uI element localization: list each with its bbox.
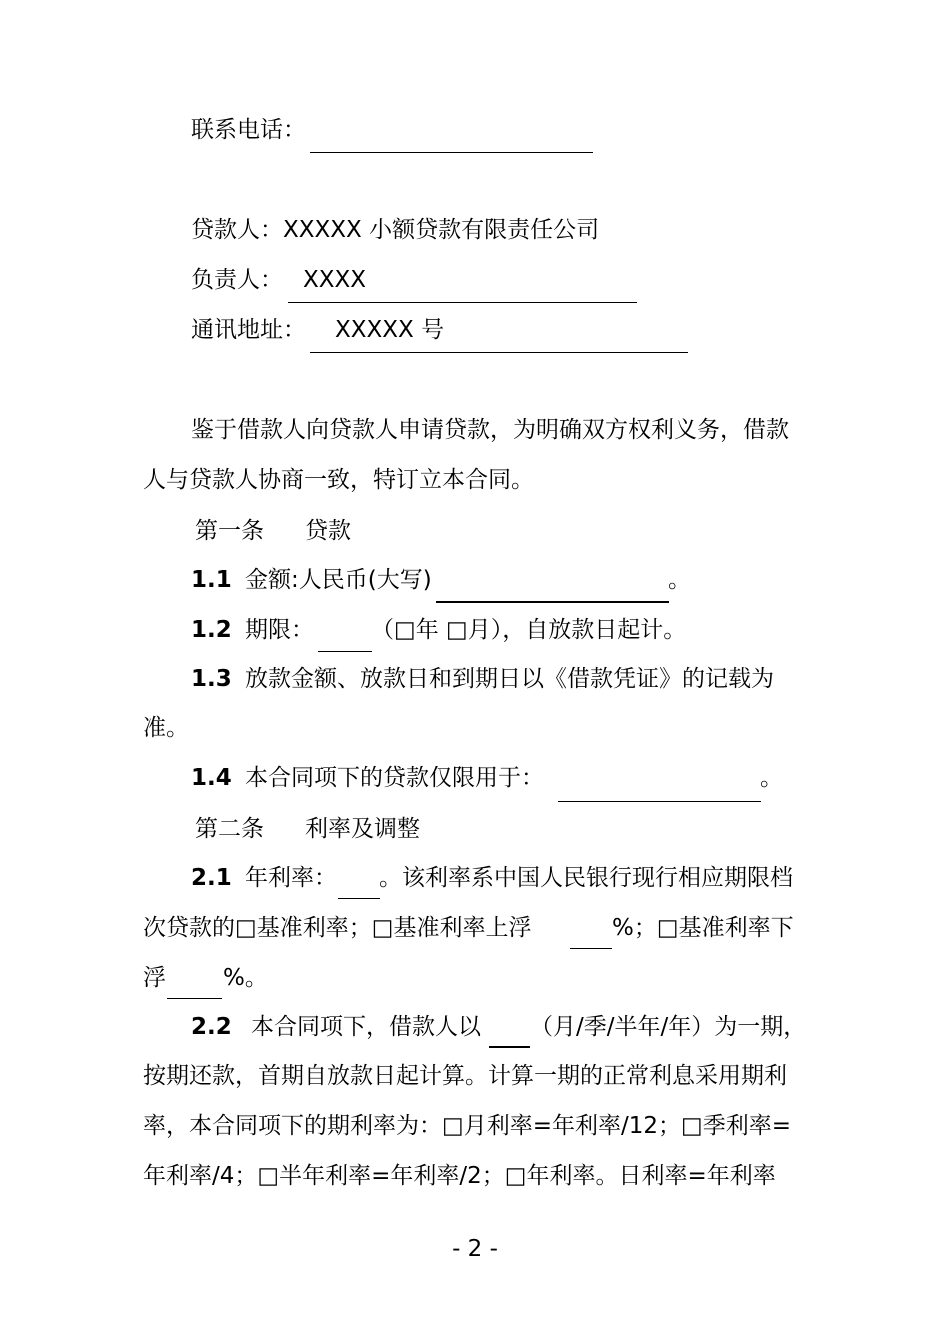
clause-2-2-text-a: 本合同项下，借款人以 (251, 1014, 481, 1040)
clause-2-2-number: 2.2 (191, 1014, 232, 1040)
clause-2-2-period-blank (489, 1046, 530, 1048)
clause-2-2-text-b: （月/季/半年/年）为一期， (530, 1014, 807, 1040)
clause-2-1-float-down-blank (167, 998, 222, 999)
clause-2-2-text-3: 率，本合同项下的期利率为：□月利率=年利率/12；□季利率= (143, 1113, 792, 1139)
clause-2-2-text-2: 按期还款，首期自放款日起计算。计算一期的正常利息采用期利 (143, 1063, 787, 1089)
clause-1-2-number: 1.2 (191, 617, 232, 643)
clause-1-3-number: 1.3 (191, 666, 232, 692)
article-1-title: 贷款 (305, 518, 351, 544)
article-2-title: 利率及调整 (305, 816, 420, 842)
lender-name: 贷款人：XXXXX 小额贷款有限责任公司 (191, 217, 600, 243)
clause-2-1-text-3a: 浮 (143, 965, 166, 991)
preamble-text-2: 人与贷款人协商一致，特订立本合同。 (143, 467, 534, 493)
lender-person-label: 负责人： (191, 267, 283, 293)
article-1-number: 第一条 (195, 518, 264, 544)
lender-address-label: 通讯地址： (191, 317, 306, 343)
clause-2-1-rest: 。该利率系中国人民银行现行相应期限档 (379, 865, 793, 891)
clause-1-1-end: 。 (668, 567, 691, 593)
clause-2-1-label: 年利率： (245, 865, 337, 891)
page-number: - 2 - (452, 1236, 498, 1262)
clause-2-1-text-2a: 次贷款的□基准利率；□基准利率上浮 (143, 915, 532, 941)
lender-person-value: XXXX (303, 267, 367, 293)
clause-2-1-number: 2.1 (191, 865, 232, 891)
article-2-number: 第二条 (195, 816, 264, 842)
clause-1-1-number: 1.1 (191, 567, 232, 593)
clause-1-4-text: 本合同项下的贷款仅限用于： (245, 765, 544, 791)
clause-2-1-text-3b: %。 (223, 965, 268, 991)
clause-1-2-term-blank (318, 651, 372, 652)
clause-2-2-text-4: 年利率/4；□半年利率=年利率/2；□年利率。日利率=年利率 (143, 1163, 776, 1189)
clause-2-1-text-2b: %；□基准利率下 (612, 915, 794, 941)
clause-1-2-text: （□年 □月），自放款日起计。 (371, 617, 687, 643)
clause-1-1-amount-blank (436, 601, 669, 603)
lender-person-underline (288, 302, 637, 303)
clause-1-4-number: 1.4 (191, 765, 232, 791)
lender-address-underline (310, 352, 688, 353)
clause-2-1-float-up-blank (570, 948, 612, 949)
contact-phone-label: 联系电话： (191, 117, 306, 143)
clause-2-1-rate-blank (338, 898, 380, 899)
clause-1-1-text: 金额:人民币(大写) (245, 567, 432, 593)
lender-address-value: XXXXX 号 (335, 317, 445, 343)
clause-1-2-label: 期限： (245, 617, 314, 643)
clause-1-3-text-1: 放款金额、放款日和到期日以《借款凭证》的记载为 (245, 666, 774, 692)
clause-1-3-text-2: 准。 (143, 715, 189, 741)
clause-1-4-end: 。 (760, 765, 783, 791)
clause-1-4-purpose-blank (558, 801, 761, 802)
preamble-text-1: 鉴于借款人向贷款人申请贷款，为明确双方权利义务，借款 (191, 417, 789, 443)
contact-phone-blank (310, 152, 593, 153)
